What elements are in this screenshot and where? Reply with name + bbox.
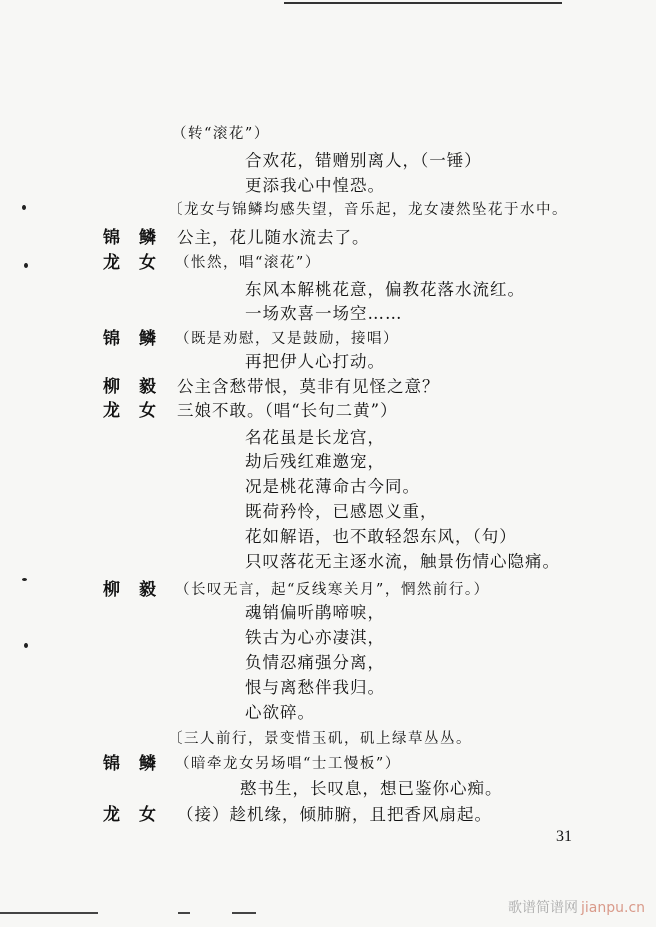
- scan-edge: [0, 912, 98, 914]
- lyric-text: 况是桃花薄命古今同。: [245, 477, 420, 496]
- lyric-text: 憨书生，长叹息，想已鉴你心痴。: [240, 779, 503, 798]
- lyric-text: 名花虽是长龙宫，: [245, 428, 385, 447]
- speech-text: （接）趁机缘，倾肺腑，且把香风扇起。: [177, 805, 492, 824]
- speech-text: 三娘不敢。（唱“长句二黄”）: [177, 401, 398, 420]
- lyric-text: 劫后残红难邀宠，: [245, 452, 385, 471]
- speaker-name: 锦鳞: [103, 754, 175, 774]
- scan-edge: [232, 912, 256, 914]
- lyric-text: 合欢花，错赠别离人，（一锤）: [245, 151, 482, 170]
- scan-edge: [178, 912, 190, 914]
- scan-speck: [24, 643, 28, 648]
- lyric-text: 恨与离愁伴我归。: [245, 678, 385, 697]
- lyric-text: 花如解语，也不敢轻怨东风，（句）: [245, 527, 517, 546]
- scan-speck: [22, 578, 27, 581]
- lyric-text: 只叹落花无主逐水流，触景伤情心隐痛。: [245, 552, 560, 571]
- top-rule: [284, 2, 562, 4]
- speech-text: 公主含愁带恨，莫非有见怪之意？: [177, 377, 440, 396]
- stage-text: 〔龙女与锦鳞均感失望，音乐起，龙女凄然坠花于水中。: [168, 202, 568, 218]
- page-number: 31: [556, 828, 572, 845]
- watermark: [508, 897, 645, 917]
- lyric-text: 心欲碎。: [245, 703, 315, 722]
- dir-text: （暗牵龙女另场唱“士工慢板”）: [175, 756, 401, 772]
- lyric-text: 再把伊人心打动。: [245, 352, 385, 371]
- speaker-name: 柳毅: [103, 377, 175, 397]
- speaker-name: 柳毅: [103, 580, 175, 600]
- lyric-text: 既荷矜怜，已感恩义重，: [245, 502, 438, 521]
- watermark-site: jianpu.cn: [581, 900, 646, 916]
- lyric-text: 负情忍痛强分离，: [245, 653, 385, 672]
- watermark-text: 歌谱简谱网: [508, 900, 578, 916]
- lyric-text: 魂销偏听鹃啼唳，: [245, 603, 385, 622]
- speaker-name: 锦鳞: [103, 228, 175, 248]
- scan-speck: [22, 205, 26, 210]
- lyric-text: 东风本解桃花意，偏教花落水流红。: [245, 280, 525, 299]
- stage-text: 〔三人前行，景变惜玉矶，矶上绿草丛丛。: [168, 731, 472, 747]
- speech-text: 公主，花儿随水流去了。: [177, 228, 370, 247]
- lyric-text: 一场欢喜一场空……: [245, 304, 403, 323]
- dir-text: （长叹无言，起“反线寒关月”，惘然前行。）: [175, 582, 490, 598]
- speaker-name: 锦鳞: [103, 329, 175, 349]
- speaker-name: 龙女: [103, 401, 175, 421]
- speaker-name: 龙女: [103, 805, 175, 825]
- speaker-name: 龙女: [103, 253, 175, 273]
- lyric-text: 更添我心中惶恐。: [245, 176, 385, 195]
- scan-speck: [24, 263, 28, 268]
- dir-text: （转“滚花”）: [172, 126, 270, 142]
- lyric-text: 铁古为心亦凄淇，: [245, 628, 385, 647]
- dir-text: （既是劝慰，又是鼓励，接唱）: [175, 331, 399, 347]
- dir-text: （怅然，唱“滚花”）: [175, 255, 321, 271]
